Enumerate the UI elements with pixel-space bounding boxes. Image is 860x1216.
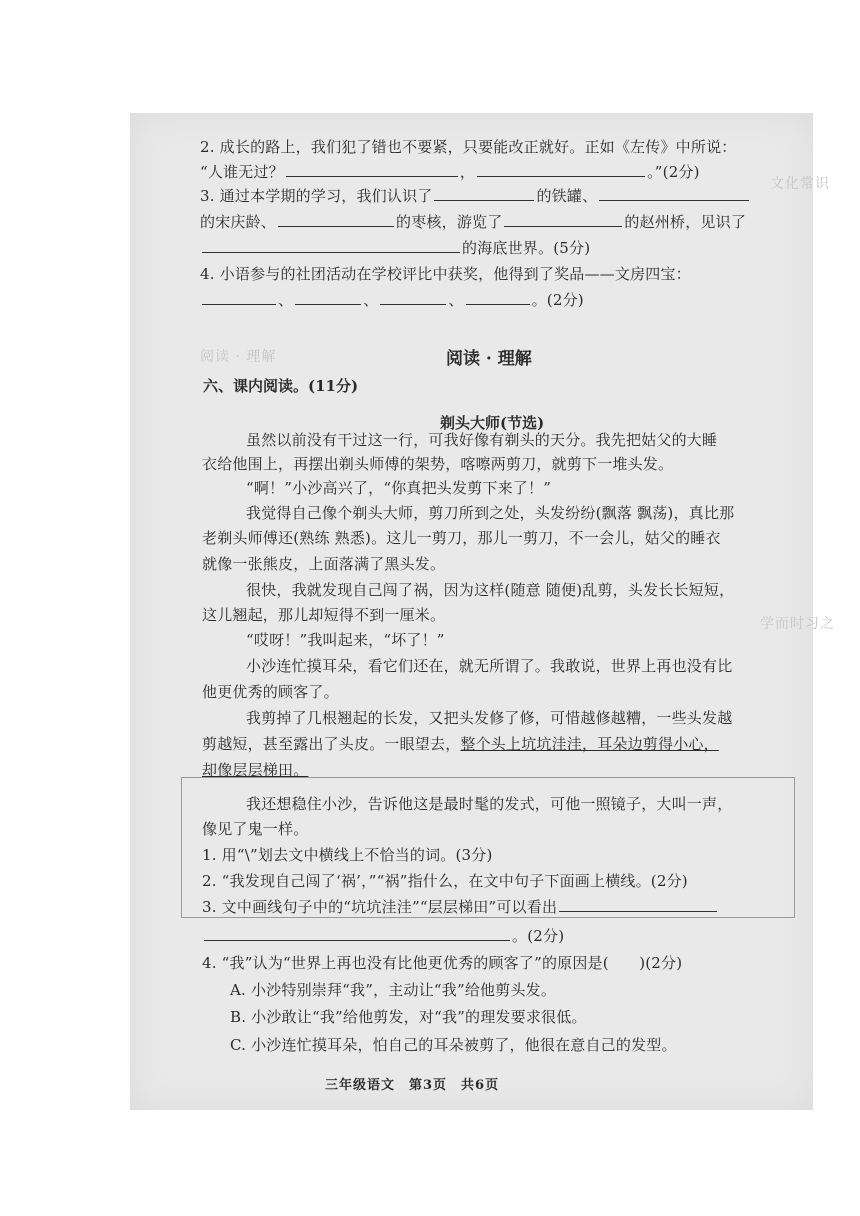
q2-answer-blank-2[interactable] [477,162,645,177]
q2-prefix: “人谁无过？ [200,163,284,181]
q3-line3 [200,238,590,258]
q3-reading-answer-blank-2[interactable] [204,926,510,941]
q4-suffix: 。(2分) [531,291,584,309]
question-3-cont [202,926,564,946]
q4-line1: 4. 小语参与的社团活动在学校评比中获奖，他得到了奖品——文房四宝： [200,265,691,283]
option-b[interactable]: B. 小沙敢让“我”给他剪发，对“我”的理发要求很低。 [230,1008,587,1026]
q3-answer-blank-3[interactable] [278,212,394,227]
q3-answer-blank-1[interactable] [434,186,534,201]
part-six-heading: 六、课内阅读。(11分) [203,377,359,395]
q2-line1: 2. 成长的路上，我们犯了错也不要紧，只要能改正就好。正如《左传》中所说： [200,138,737,156]
q4-answer-blank-4[interactable] [466,290,530,305]
q2-line2 [200,162,700,182]
passage-line: 我剪掉了几根翘起的长发，又把头发修了修，可惜越修越糟，一些头发越 [246,709,733,727]
passage-line: 像见了鬼一样。 [202,820,309,838]
passage-title: 剃头大师(节选) [440,414,545,432]
question-2: 2. “我发现自己闯了‘祸’，”“祸”指什么，在文中句子下面画上横线。(2分) [202,872,688,890]
question-4: 4. “我”认为“世界上再也没有比他更优秀的顾客了”的原因是( )(2分) [202,954,683,972]
q3-text: 的宋庆龄、 [200,213,277,231]
passage-line: “啊！”小沙高兴了，“你真把头发剪下来了！” [246,479,552,497]
q4-answer-blank-2[interactable] [295,290,361,305]
passage-line: 衣给他围上，再摆出剃头师傅的架势，喀嚓两剪刀，就剪下一堆头发。 [202,455,674,473]
q3-text: 的赵州桥，见识了 [624,213,747,231]
underlined-sentence: 整个头上坑坑洼洼，耳朵边剪得小心， [460,735,719,753]
q4-answer-blank-3[interactable] [380,290,446,305]
bleed-through-text: 文化常识 [770,176,830,192]
q2-answer-blank-1[interactable] [286,162,458,177]
q3-prefix: 3. 通过本学期的学习，我们认识了 [200,187,433,205]
passage-line: 就像一张熊皮，上面落满了黑头发。 [202,555,446,573]
passage-line [202,734,719,754]
option-a[interactable]: A. 小沙特别崇拜“我”，主动让“我”给他剪头发。 [230,981,557,999]
passage-line: 很快，我就发现自己闯了祸，因为这样(随意 随便)乱剪，头发长长短短， [246,581,735,599]
q3-reading-answer-blank[interactable] [559,897,717,912]
passage-line: 老剃头师傅还(熟练 熟悉)。这儿一剪刀，那儿一剪刀，不一会儿，姑父的睡衣 [202,529,721,547]
passage-line: 他更优秀的顾客了。 [202,683,339,701]
question-3-prefix: 3. 文中画线句子中的“坑坑洼洼”“层层梯田”可以看出 [202,898,558,916]
q4-line2 [200,290,584,310]
passage-line: 我觉得自己像个剃头大师，剪刀所到之处，头发纷纷(飘落 飘荡)，真比那 [246,504,735,522]
q3-text: 的铁罐、 [536,187,598,205]
q3-line2 [200,212,746,232]
q2-mid: ， [459,163,476,181]
page-footer: 三年级语文 第3页 共6页 [325,1078,500,1093]
q2-suffix: 。”(2分) [647,163,700,181]
section-heading: 阅读 · 理解 [446,349,532,369]
question-3 [202,897,719,917]
bleed-through-text: 阅读 · 理解 [200,349,277,365]
passage-line: “哎呀！”我叫起来，“坏了！” [246,631,445,649]
q3-text: 的海底世界。(5分) [462,239,591,257]
passage-line: 我还想稳住小沙，告诉他这是最时髦的发式，可他一照镜子，大叫一声， [246,795,733,813]
option-c[interactable]: C. 小沙连忙摸耳朵，怕自己的耳朵被剪了，他很在意自己的发型。 [230,1036,677,1054]
underlined-sentence: 却像层层梯田。 [202,761,309,779]
question-1: 1. 用“\”划去文中横线上不恰当的词。(3分) [202,846,493,864]
bleed-through-text: 学而时习之 [760,616,835,632]
q3-text: 的枣核，游览了 [396,213,503,231]
passage-line: 虽然以前没有干过这一行，可我好像有剃头的天分。我先把姑父的大睡 [246,431,718,449]
q4-sep: 、 [363,291,379,309]
passage-line: 这儿翘起，那儿却短得不到一厘米。 [202,606,446,624]
q4-answer-blank-1[interactable] [202,290,276,305]
question-3-suffix: 。(2分) [512,927,565,945]
q3-answer-blank-4[interactable] [504,212,622,227]
q3-answer-blank-2[interactable] [599,186,749,201]
q3-line1 [200,186,751,206]
q4-sep: 、 [278,291,294,309]
passage-text: 剪越短，甚至露出了头皮。一眼望去， [202,735,461,753]
q4-sep: 、 [448,291,464,309]
passage-line: 小沙连忙摸耳朵，看它们还在，就无所谓了。我敢说，世界上再也没有比 [246,657,733,675]
q3-answer-blank-5[interactable] [202,238,460,253]
